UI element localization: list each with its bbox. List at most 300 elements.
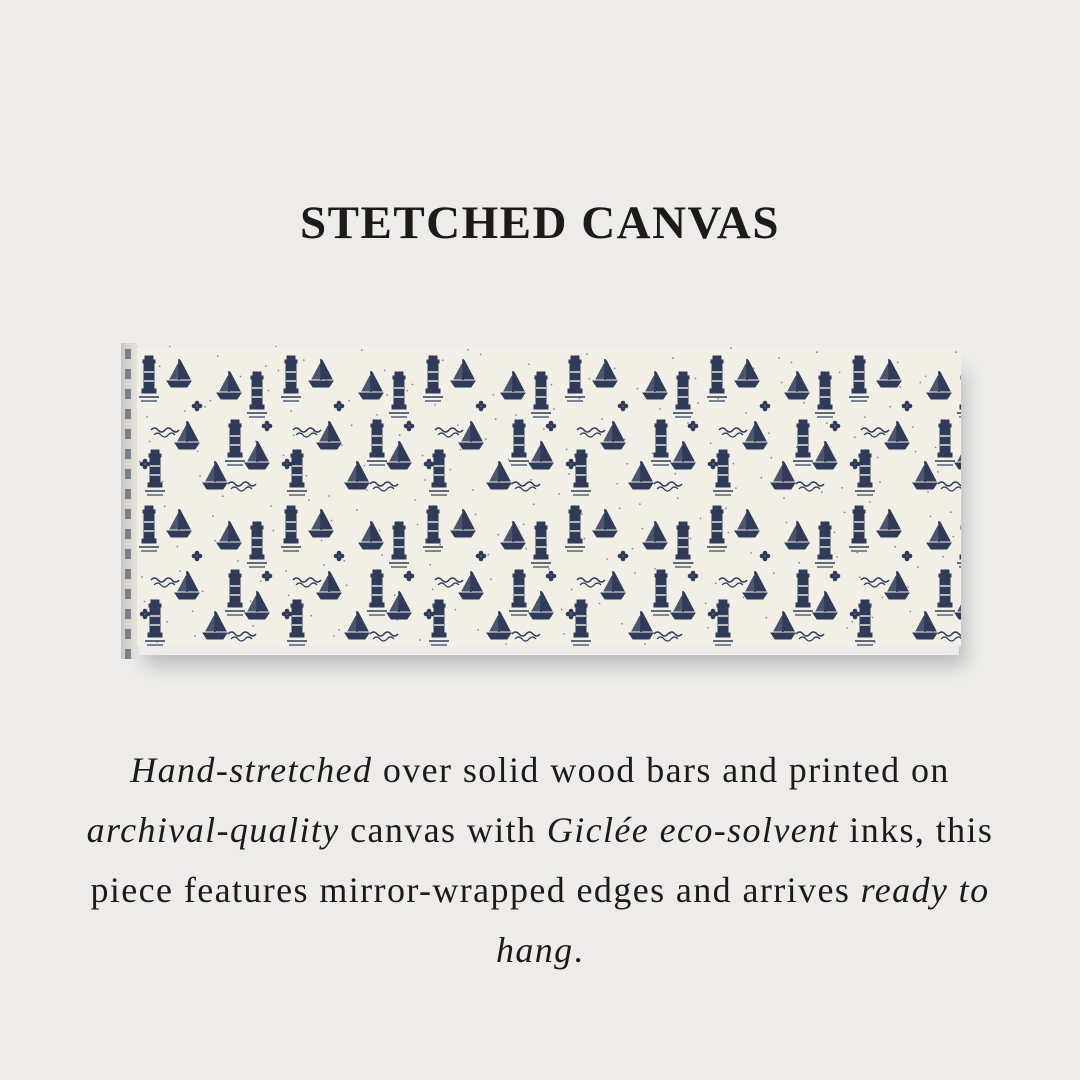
sailboat-icon: [771, 611, 795, 639]
sailboat-icon: [175, 571, 199, 599]
speckle-dot: [889, 406, 891, 408]
speckle-dot: [341, 444, 343, 446]
lighthouse-icon: [389, 522, 409, 567]
speckle-dot: [639, 503, 641, 505]
speckle-dot: [450, 469, 452, 471]
speckle-dot: [508, 459, 510, 461]
sailboat-icon: [771, 461, 795, 489]
speckle-dot: [321, 540, 323, 542]
speckle-dot: [773, 572, 775, 574]
speckle-dot: [429, 564, 431, 566]
speckle-dot: [672, 357, 674, 359]
wave-icon: [861, 428, 889, 437]
speckle-dot: [581, 513, 583, 515]
speckle-dot: [927, 491, 929, 493]
sailboat-icon: [245, 591, 269, 619]
speckle-dot: [214, 540, 216, 542]
sailboat-icon: [913, 461, 937, 489]
sailboat-icon: [387, 441, 411, 469]
speckle-dot: [745, 412, 747, 414]
sailboat-icon: [217, 371, 241, 399]
speckle-dot: [654, 568, 656, 570]
speckle-dot: [920, 382, 922, 384]
lighthouse-icon: [957, 522, 961, 567]
speckle-dot: [313, 430, 315, 432]
sailboat-icon: [345, 611, 369, 639]
sailboat-icon: [877, 509, 901, 537]
wave-icon: [435, 428, 463, 437]
page-title: STETCHED CANVAS: [299, 197, 780, 249]
speckle-dot: [730, 347, 732, 349]
speckle-dot: [816, 351, 818, 353]
edge-mark: [125, 349, 131, 359]
desc-em-giclee: Giclée eco-solvent: [546, 810, 839, 850]
lighthouse-icon: [247, 522, 267, 567]
speckle-dot: [386, 394, 388, 396]
canvas-print: [121, 343, 963, 659]
sailboat-icon: [459, 571, 483, 599]
speckle-dot: [743, 597, 745, 599]
wave-icon: [577, 428, 605, 437]
speckle-dot: [783, 497, 785, 499]
edge-mark: [125, 489, 131, 499]
edge-mark: [125, 649, 131, 659]
edge-mark: [125, 509, 131, 519]
lighthouse-icon: [531, 372, 551, 417]
speckle-dot: [376, 414, 378, 416]
speckle-dot: [910, 611, 912, 613]
speckle-dot: [851, 621, 853, 623]
speckle-dot: [637, 388, 639, 390]
sailboat-icon: [487, 461, 511, 489]
speckle-dot: [406, 390, 408, 392]
flower-icon: [476, 401, 486, 411]
lighthouse-icon: [651, 420, 671, 465]
speckle-dot: [285, 570, 287, 572]
lighthouse-icon: [565, 356, 585, 401]
edge-mark: [125, 369, 131, 379]
lighthouse-icon: [571, 450, 591, 495]
speckle-dot: [230, 605, 232, 607]
lighthouse-icon: [225, 570, 245, 615]
speckle-dot: [950, 511, 952, 513]
speckle-dot: [765, 617, 767, 619]
speckle-dot: [763, 592, 765, 594]
flower-icon: [404, 421, 414, 431]
sailboat-icon: [387, 591, 411, 619]
sailboat-icon: [593, 359, 617, 387]
lighthouse-icon: [713, 450, 733, 495]
speckle-dot: [197, 451, 199, 453]
wave-icon: [796, 632, 824, 641]
speckle-dot: [369, 605, 371, 607]
speckle-dot: [899, 386, 901, 388]
wave-icon: [577, 578, 605, 587]
sailboat-icon: [451, 509, 475, 537]
speckle-dot: [836, 556, 838, 558]
speckle-dot: [219, 471, 221, 473]
pattern-layer: [137, 346, 961, 646]
speckle-dot: [351, 424, 353, 426]
speckle-dot: [510, 483, 512, 485]
lighthouse-icon: [957, 372, 961, 417]
edge-mark: [125, 549, 131, 559]
speckle-dot: [659, 408, 661, 410]
speckle-dot: [346, 584, 348, 586]
wave-icon: [796, 482, 824, 491]
lighthouse-icon: [287, 450, 307, 495]
wave-icon: [512, 482, 540, 491]
sailboat-icon: [629, 461, 653, 489]
speckle-dot: [844, 512, 846, 514]
lighthouse-icon: [707, 356, 727, 401]
lighthouse-icon: [429, 450, 449, 495]
flower-icon: [334, 401, 344, 411]
desc-em-ready-to-hang: ready to hang: [495, 870, 990, 970]
sailboat-icon: [167, 359, 191, 387]
lighthouse-icon: [849, 506, 869, 551]
flower-icon: [192, 401, 202, 411]
speckle-dot: [930, 516, 932, 518]
speckle-dot: [770, 457, 772, 459]
speckle-dot: [515, 414, 517, 416]
lighthouse-icon: [139, 356, 159, 401]
sailboat-icon: [877, 359, 901, 387]
speckle-dot: [725, 507, 727, 509]
sailboat-icon: [309, 509, 333, 537]
flower-icon: [262, 571, 272, 581]
speckle-dot: [932, 631, 934, 633]
lighthouse-icon: [815, 372, 835, 417]
speckle-dot: [257, 465, 259, 467]
speckle-dot: [457, 424, 459, 426]
speckle-dot: [434, 404, 436, 406]
sailboat-icon: [487, 611, 511, 639]
edge-mark: [125, 629, 131, 639]
lighthouse-icon: [509, 420, 529, 465]
desc-text-4: .: [573, 930, 584, 970]
sailboat-icon: [601, 571, 625, 599]
speckle-dot: [601, 418, 603, 420]
speckle-dot: [503, 619, 505, 621]
lighthouse-icon: [935, 420, 955, 465]
speckle-dot: [305, 475, 307, 477]
speckle-dot: [717, 398, 719, 400]
lighthouse-icon: [367, 420, 387, 465]
speckle-dot: [343, 560, 345, 562]
speckle-dot: [798, 562, 800, 564]
speckle-dot: [525, 548, 527, 550]
flower-icon: [760, 551, 770, 561]
flower-icon: [760, 401, 770, 411]
flower-icon: [708, 609, 718, 619]
speckle-dot: [419, 639, 421, 641]
speckle-dot: [492, 394, 494, 396]
wave-icon: [293, 578, 321, 587]
speckle-dot: [187, 526, 189, 528]
speckle-dot: [250, 600, 252, 602]
speckle-dot: [417, 524, 419, 526]
lighthouse-icon: [145, 450, 165, 495]
sailboat-icon: [785, 521, 809, 549]
speckle-dot: [164, 505, 166, 507]
lighthouse-icon: [793, 420, 813, 465]
lighthouse-icon: [673, 372, 693, 417]
speckle-dot: [209, 400, 211, 402]
speckle-dot: [184, 410, 186, 412]
speckle-dot: [490, 578, 492, 580]
flower-icon: [546, 421, 556, 431]
edge-mark: [125, 609, 131, 619]
speckle-dot: [179, 570, 181, 572]
speckle-dot: [144, 601, 146, 603]
speckle-dot: [606, 558, 608, 560]
speckle-dot: [247, 485, 249, 487]
flower-icon: [830, 571, 840, 581]
lighthouse-icon: [935, 570, 955, 615]
speckle-dot: [166, 621, 168, 623]
speckle-dot: [308, 499, 310, 501]
speckle-dot: [952, 536, 954, 538]
sailboat-icon: [601, 421, 625, 449]
speckle-dot: [401, 459, 403, 461]
speckle-dot: [217, 355, 219, 357]
speckle-dot: [576, 373, 578, 375]
flower-icon: [424, 609, 434, 619]
speckle-dot: [394, 594, 396, 596]
speckle-dot: [252, 625, 254, 627]
edge-mark: [125, 569, 131, 579]
speckle-dot: [760, 477, 762, 479]
speckle-dot: [955, 351, 957, 353]
lighthouse-icon: [673, 522, 693, 567]
speckle-dot: [841, 487, 843, 489]
speckle-dot: [326, 380, 328, 382]
speckle-dot: [687, 422, 689, 424]
sailboat-icon: [459, 421, 483, 449]
wave-icon: [228, 482, 256, 491]
speckle-dot: [513, 599, 515, 601]
speckle-dot: [278, 370, 280, 372]
flower-icon: [902, 551, 912, 561]
speckle-dot: [273, 530, 275, 532]
speckle-dot: [328, 495, 330, 497]
wave-icon: [861, 578, 889, 587]
speckle-dot: [819, 467, 821, 469]
wave-icon: [228, 632, 256, 641]
flower-icon: [566, 609, 576, 619]
speckle-dot: [786, 522, 788, 524]
sailboat-icon: [529, 591, 553, 619]
lighthouse-icon: [571, 600, 591, 645]
speckle-dot: [856, 552, 858, 554]
lighthouse-icon: [565, 506, 585, 551]
speckle-dot: [174, 430, 176, 432]
speckle-dot: [877, 457, 879, 459]
lighthouse-icon: [389, 372, 409, 417]
speckle-dot: [674, 473, 676, 475]
speckle-dot: [834, 532, 836, 534]
speckle-dot: [874, 641, 876, 643]
sailboat-icon: [735, 359, 759, 387]
speckle-dot: [942, 556, 944, 558]
lighthouse-icon: [531, 522, 551, 567]
speckle-dot: [604, 443, 606, 445]
speckle-dot: [915, 451, 917, 453]
speckle-dot: [237, 560, 239, 562]
wave-icon: [435, 578, 463, 587]
speckle-dot: [563, 633, 565, 635]
sailboat-icon: [593, 509, 617, 537]
speckle-dot: [460, 449, 462, 451]
speckle-dot: [255, 440, 257, 442]
speckle-dot: [192, 611, 194, 613]
speckle-dot: [553, 408, 555, 410]
speckle-dot: [543, 428, 545, 430]
speckle-dot: [705, 602, 707, 604]
speckle-dot: [265, 365, 267, 367]
speckle-dot: [748, 528, 750, 530]
speckle-dot: [404, 574, 406, 576]
flower-icon: [688, 421, 698, 431]
speckle-dot: [697, 402, 699, 404]
speckle-dot: [616, 483, 618, 485]
speckle-dot: [159, 365, 161, 367]
speckle-dot: [361, 349, 363, 351]
sailboat-icon: [927, 521, 951, 549]
speckle-dot: [599, 603, 601, 605]
speckle-dot: [146, 416, 148, 418]
sailboat-icon: [359, 371, 383, 399]
sailboat-icon: [317, 571, 341, 599]
speckle-dot: [690, 538, 692, 540]
speckle-dot: [467, 349, 469, 351]
speckle-dot: [712, 467, 714, 469]
speckle-dot: [821, 491, 823, 493]
sailboat-icon: [317, 421, 341, 449]
edge-mark: [125, 469, 131, 479]
speckle-dot: [662, 433, 664, 435]
sailboat-icon: [629, 611, 653, 639]
flower-icon: [262, 421, 272, 431]
desc-em-hand-stretched: Hand-stretched: [130, 750, 373, 790]
speckle-dot: [437, 519, 439, 521]
speckle-dot: [728, 532, 730, 534]
flower-icon: [902, 401, 912, 411]
flower-icon: [282, 609, 292, 619]
speckle-dot: [801, 586, 803, 588]
speckle-dot: [803, 402, 805, 404]
lighthouse-icon: [225, 420, 245, 465]
edge-mark: [125, 449, 131, 459]
speckle-dot: [310, 615, 312, 617]
lighthouse-icon: [815, 522, 835, 567]
speckle-dot: [455, 609, 457, 611]
speckle-dot: [791, 362, 793, 364]
speckle-dot: [424, 479, 426, 481]
sailboat-icon: [167, 509, 191, 537]
speckle-dot: [619, 507, 621, 509]
sailboat-icon: [203, 611, 227, 639]
flower-icon: [618, 551, 628, 561]
speckle-dot: [778, 357, 780, 359]
speckle-dot: [566, 449, 568, 451]
speckle-dot: [399, 434, 401, 436]
speckle-dot: [894, 546, 896, 548]
sailboat-icon: [345, 461, 369, 489]
sailboat-icon: [743, 571, 767, 599]
speckle-dot: [568, 473, 570, 475]
speckle-dot: [735, 487, 737, 489]
speckle-dot: [588, 378, 590, 380]
desc-em-archival-quality: archival-quality: [86, 810, 340, 850]
speckle-dot: [194, 635, 196, 637]
sailboat-icon: [813, 441, 837, 469]
speckle-dot: [700, 518, 702, 520]
speckle-dot: [781, 382, 783, 384]
speckle-dot: [137, 346, 138, 347]
speckle-dot: [348, 400, 350, 402]
speckle-dot: [861, 392, 863, 394]
speckle-dot: [293, 435, 295, 437]
speckle-dot: [808, 542, 810, 544]
flower-icon: [424, 459, 434, 469]
lighthouse-icon: [855, 450, 875, 495]
edge-mark: [125, 429, 131, 439]
flower-icon: [566, 459, 576, 469]
speckle-dot: [359, 625, 361, 627]
speckle-dot: [530, 479, 532, 481]
lighthouse-icon: [429, 600, 449, 645]
canvas-side-edge: [121, 343, 137, 659]
speckle-dot: [642, 528, 644, 530]
speckle-dot: [528, 363, 530, 365]
speckle-dot: [480, 354, 482, 356]
speckle-dot: [275, 346, 277, 347]
sailboat-icon: [175, 421, 199, 449]
wave-icon: [654, 482, 682, 491]
lighthouse-icon: [423, 356, 443, 401]
sailboat-icon: [529, 441, 553, 469]
sailboat-icon: [955, 441, 961, 469]
flower-icon: [140, 609, 150, 619]
lighthouse-icon: [793, 570, 813, 615]
flower-icon: [850, 459, 860, 469]
speckle-dot: [288, 595, 290, 597]
sailboat-icon: [309, 359, 333, 387]
wave-icon: [151, 578, 179, 587]
lighthouse-icon: [281, 506, 301, 551]
speckle-dot: [596, 578, 598, 580]
speckle-dot: [303, 359, 305, 361]
flower-icon: [476, 551, 486, 561]
flower-icon: [334, 551, 344, 561]
speckle-dot: [937, 471, 939, 473]
speckle-dot: [917, 566, 919, 568]
speckle-dot: [723, 392, 725, 394]
speckle-dot: [381, 554, 383, 556]
speckle-dot: [768, 432, 770, 434]
flower-icon: [688, 571, 698, 581]
speckle-dot: [750, 552, 752, 554]
speckle-dot: [177, 546, 179, 548]
edge-mark: [125, 529, 131, 539]
speckle-dot: [854, 436, 856, 438]
speckle-dot: [558, 493, 560, 495]
lighthouse-icon: [145, 600, 165, 645]
wave-icon: [719, 428, 747, 437]
speckle-dot: [632, 548, 634, 550]
